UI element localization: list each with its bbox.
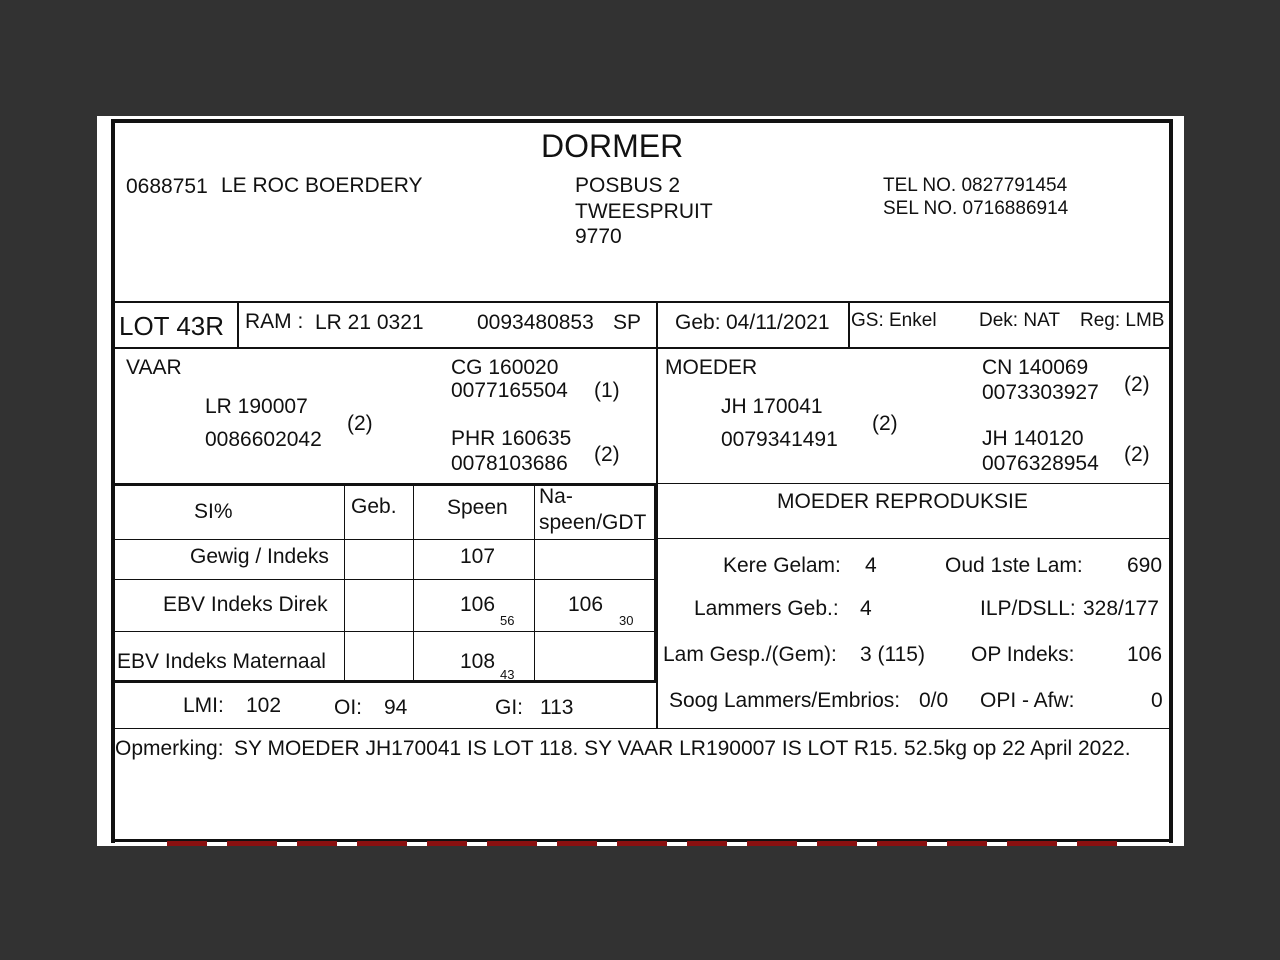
vaar-id: LR 190007 [205, 395, 308, 418]
breed-title: DORMER [541, 128, 684, 164]
remark-label: Opmerking: [115, 737, 224, 760]
vaar-no: 0086602042 [205, 428, 322, 451]
lammers-value: 4 [860, 597, 872, 620]
dek-value: Dek: NAT [979, 310, 1060, 331]
lot-divider-1 [237, 302, 239, 348]
vaar-dam-id: PHR 160635 [451, 427, 572, 450]
repro-title-bottom [657, 538, 1171, 539]
lmi-label: LMI: [183, 694, 224, 717]
lot-row-bottom [113, 347, 1171, 349]
row-maternaal-speen: 108 [460, 650, 496, 673]
vaar-sire-no: 0077165504 [451, 379, 568, 402]
si-row-2 [113, 579, 656, 580]
geb-header: Geb. [351, 495, 397, 518]
ilp-label: ILP/DSLL: [980, 597, 1076, 620]
address-line3: 9770 [575, 225, 622, 248]
opi-value: 0 [1151, 689, 1163, 712]
repro-left [656, 483, 658, 729]
lot-row-top [113, 301, 1171, 303]
kere-label: Kere Gelam: [723, 554, 841, 577]
vaar-label: VAAR [126, 356, 182, 379]
lmi-value: 102 [246, 694, 282, 717]
row-direk-speen-acc: 56 [500, 613, 515, 628]
geb-date: 04/11/2021 [726, 311, 830, 334]
gi-value: 113 [540, 696, 574, 719]
vaar-sire-grade: (1) [594, 379, 620, 402]
naspeen-header: Na- speen/GDT [539, 485, 647, 534]
sel-number: SEL NO. 0716886914 [883, 198, 1069, 219]
op-label: OP Indeks: [971, 643, 1075, 666]
vaar-dam-no: 0078103686 [451, 452, 568, 475]
si-row-3 [113, 631, 656, 632]
repro-title-top [657, 483, 1171, 484]
ilp-value: 328/177 [1083, 597, 1159, 620]
frame-right [1169, 119, 1173, 843]
si-bottom [113, 680, 657, 683]
ram-reg-no: 0093480853 [477, 311, 594, 334]
gs-value: GS: Enkel [851, 310, 937, 331]
lot-card [97, 116, 1184, 846]
gesp-value: 3 (115) [860, 643, 925, 666]
cropped-footer-text [167, 841, 1127, 846]
tel-number: TEL NO. 0827791454 [883, 175, 1068, 196]
ram-label: RAM : [245, 310, 304, 333]
pedigree-divider [656, 348, 658, 484]
remark-text: SY MOEDER JH170041 IS LOT 118. SY VAAR LR190007 IS LOT R15. 52.5kg op 22 April 2022. [234, 737, 1131, 760]
moeder-dam-id: JH 140120 [982, 427, 1084, 450]
address-line1: POSBUS 2 [575, 174, 681, 197]
moeder-dam-no: 0076328954 [982, 452, 1099, 475]
geb-label: Geb: [675, 311, 721, 334]
row-gewig-speen: 107 [460, 545, 496, 568]
lot-divider-3 [848, 302, 850, 348]
oi-value: 94 [384, 696, 408, 719]
row-direk-label: EBV Indeks Direk [163, 593, 328, 616]
moeder-grade: (2) [872, 412, 898, 435]
lot-number: LOT 43R [119, 311, 225, 341]
si-col-3 [534, 485, 535, 682]
speen-header: Speen [447, 496, 508, 519]
kere-value: 4 [865, 554, 877, 577]
owner-id: 0688751 [126, 175, 208, 198]
vaar-dam-grade: (2) [594, 443, 620, 466]
frame-left [111, 119, 115, 843]
oi-label: OI: [334, 696, 363, 719]
row-direk-na: 106 [568, 593, 604, 616]
vaar-sire-id: CG 160020 [451, 356, 559, 379]
gi-label: GI: [495, 696, 524, 719]
si-row-1 [113, 539, 656, 540]
lammers-label: Lammers Geb.: [694, 597, 839, 620]
gesp-label: Lam Gesp./(Gem): [663, 643, 837, 666]
oud-value: 690 [1127, 554, 1163, 577]
reg-value: Reg: LMB [1080, 310, 1165, 331]
soog-label: Soog Lammers/Embrios: [669, 689, 901, 712]
ram-id: LR 21 0321 [315, 311, 424, 334]
moeder-sire-no: 0073303927 [982, 381, 1099, 404]
owner-name: LE ROC BOERDERY [221, 174, 423, 197]
si-col-1 [344, 485, 345, 682]
moeder-id: JH 170041 [721, 395, 823, 418]
ram-sp: SP [613, 311, 642, 334]
row-direk-speen: 106 [460, 593, 496, 616]
oud-label: Oud 1ste Lam: [945, 554, 1083, 577]
si-col-2 [413, 485, 414, 682]
moeder-sire-id: CN 140069 [982, 356, 1089, 379]
repro-title: MOEDER REPRODUKSIE [777, 490, 1028, 513]
moeder-dam-grade: (2) [1124, 443, 1150, 466]
opi-label: OPI - Afw: [980, 689, 1075, 712]
vaar-grade: (2) [347, 412, 373, 435]
soog-value: 0/0 [919, 689, 949, 712]
row-maternaal-speen-acc: 43 [500, 667, 515, 682]
moeder-no: 0079341491 [721, 428, 838, 451]
row-maternaal-label: EBV Indeks Maternaal [117, 650, 326, 673]
bottom-divider [113, 728, 1171, 729]
moeder-label: MOEDER [665, 356, 758, 379]
moeder-sire-grade: (2) [1124, 373, 1150, 396]
lot-divider-2 [656, 302, 658, 348]
si-header: SI% [194, 500, 233, 523]
address-line2: TWEESPRUIT [575, 200, 713, 223]
frame-top [111, 119, 1173, 123]
row-direk-na-acc: 30 [619, 613, 634, 628]
row-gewig-label: Gewig / Indeks [190, 545, 329, 568]
op-value: 106 [1127, 643, 1163, 666]
